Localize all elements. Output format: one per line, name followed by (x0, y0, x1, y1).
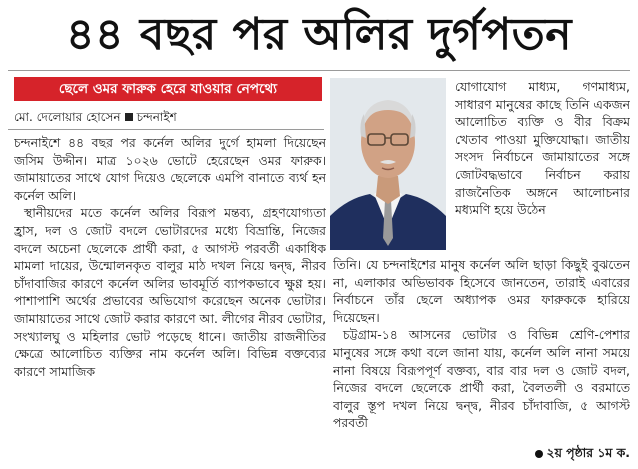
left-column (14, 134, 326, 440)
headline: ৪৪ বছর পর অলির দুর্গপতন (65, 9, 573, 60)
continuation-note (535, 443, 630, 463)
continuation-label: ২য় পৃষ্ঠার ১ম ক. (546, 445, 630, 460)
right-column-bottom (333, 256, 630, 442)
portrait-photo (330, 78, 446, 250)
square-bullet-icon (125, 113, 133, 121)
paragraph: স্থানীয়দের মতে কর্নেল অলির বিরূপ মন্তব্য, গ্রহণযোগ্যতা হ্রাস, দল ও জোট বদলে ভোটারদের মধ্যে বিভ্রান্তি, নিজের বদলে অচেনা ছেলেকে প্রার্থী করা, ৫ আগস্ট পরবর্তী একাধিক মামলা দায়ের, উন্মোলনকৃত বালুর মাঠ দখল নিয়ে দ্বন্দ্ব, নীরব চাঁদাবাজির কারণে কর্নেল অলির ভাবমূর্তি ব্যাপকভাবে ক্ষুণ্ণ হয়। পাশাপাশি অর্থের প্রভাবের অভিযোগ করেছেন অনেক ভোটার। জামায়াতের সাথে জোট করার কারণে আ. লীগের নীরব ভোটার, সংখ্যালঘু ও মহিলার ভোট পড়েছে ধানে। জাতীয় রাজনীতির ক্ষেত্রে আলোচিত ব্যক্তির নাম কর্নেল অলি। বিভিন্ন বক্তব্যের কারণে সামাজিক (14, 205, 326, 379)
right-column-top (455, 78, 630, 254)
headline-divider (8, 70, 630, 71)
byline-divider (8, 129, 324, 130)
paragraph: যোগাযোগ মাধ্যম, গণমাধ্যম, সাধারণ মানুষের কাছে তিনি একজন আলোচিত ব্যক্তি ও বীর বিক্রম খেতাব পাওয়া মুক্তিযোদ্ধা। জাতীয় সংসদ নির্বাচনে জামায়াতের সঙ্গে জোটবদ্ধভাবে নির্বাচন করায় রাজনৈতিক অঙ্গনে আলোচনার মধ্যমণি হয়ে উঠেন (455, 79, 630, 218)
subheadline: ছেলে ওমর ফারুক হেরে যাওয়ার নেপথ্যে (14, 77, 322, 101)
byline-location: চন্দনাইশ (136, 110, 177, 124)
paragraph: চট্টগ্রাম-১৪ আসনের ভোটার ও বিভিন্ন শ্রেণি-পেশার মানুষের সঙ্গে কথা বলে জানা যায়, কর্নেল অলি নানা সময়ে নানা বিষয়ে বিরূপপূর্ণ বক্তব্য, বার বার দল ও জোট বদল, নিজের বদলে ছেলেকে প্রার্থী করা, বৈলতলী ও বরমাতে বালুর স্তূপ দখল নিয়ে দ্বন্দ্ব, নীরব চাঁদাবাজি, ৫ আগস্ট পরবর্তী (333, 327, 630, 431)
byline-author: মো. দেলোয়ার হোসেন (14, 110, 121, 124)
byline (14, 108, 324, 126)
portrait-illustration (330, 78, 446, 250)
bullet-icon (535, 450, 543, 458)
paragraph: চন্দনাইশে ৪৪ বছর পর কর্নেল অলির দুর্গে হামলা দিয়েছেন জসিম উদ্দীন। মাত্র ১০২৬ ভোটে হেরেছেন ওমর ফারুক। জামায়াতের সাথে যোগ দিয়েও ছেলেকে এমপি বানাতে ব্যর্থ হন কর্নেল অলি। (14, 135, 326, 203)
paragraph: তিনি। যে চন্দনাইশের মানুষ কর্নেল অলি ছাড়া কিছুই বুঝতেন না, এলাকার অভিভাবক হিসেবে জানতেন, তারাই এবারের নির্বাচনে তাঁর ছেলে অধ্যাপক ওমর ফারুককে হারিয়ে দিয়েছেন। (333, 257, 630, 325)
